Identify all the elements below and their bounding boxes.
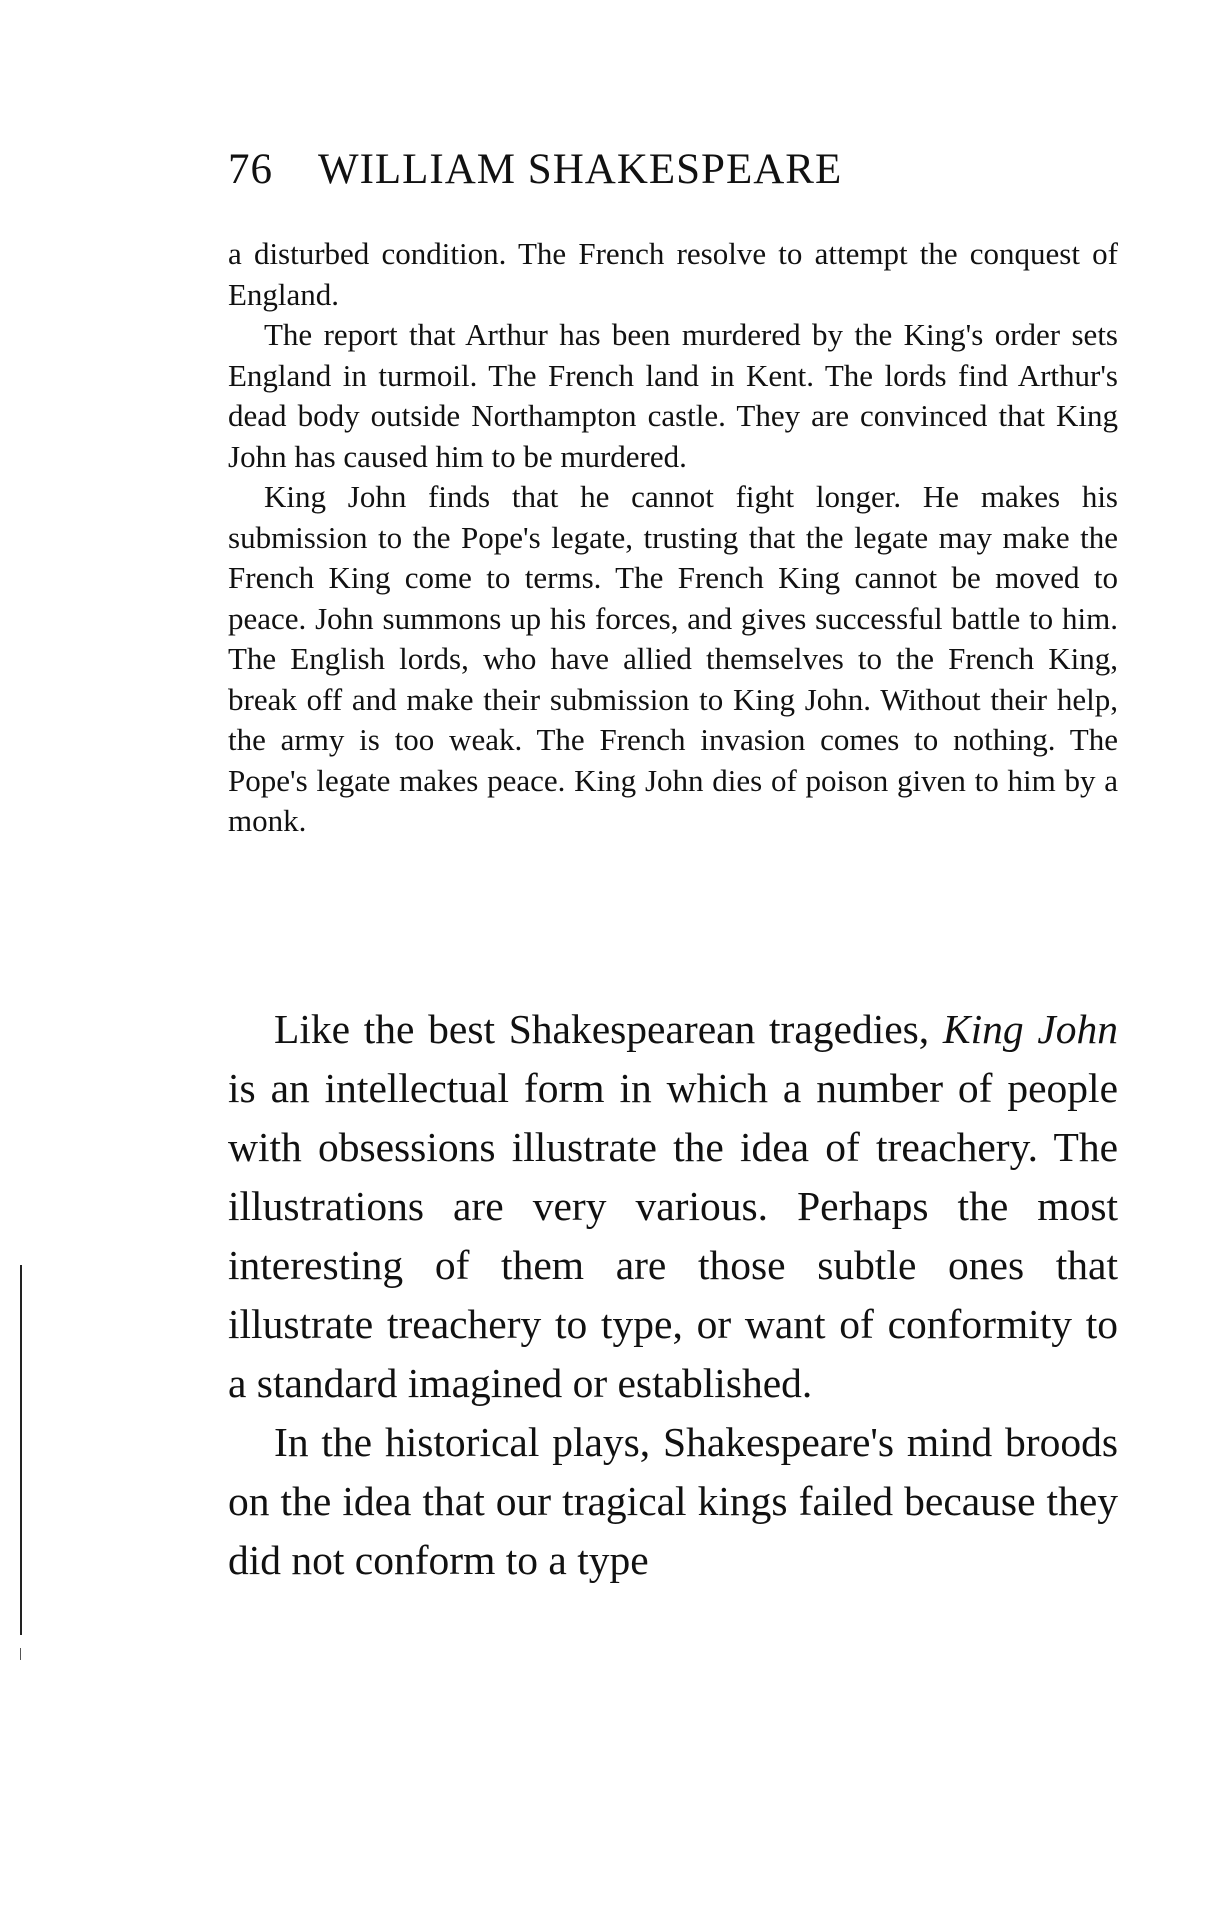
body-text-run: Like the best Shakespearean tragedies, — [274, 1006, 930, 1052]
margin-scan-line — [20, 1265, 22, 1635]
body-text-run: is an intellectual form in which a number of people with obsessions illustrate the idea of treachery. The illustrations are very various. Perhaps the most interesting of them are those subtle ones that illustrate treachery to type, or want of conformity to a standard imagined or established. — [228, 1065, 1118, 1406]
page-number: 76 — [228, 146, 273, 193]
body-text — [228, 1000, 1118, 1590]
body-paragraph: In the historical plays, Shakespeare's mind broods on the idea that our tragical kings failed because they did not conform to a type — [228, 1419, 1118, 1583]
synopsis-paragraph: a disturbed condition. The French resolve to attempt the conquest of England. — [228, 236, 1118, 312]
margin-scan-mark — [20, 1648, 21, 1660]
body-paragraph — [228, 1000, 1118, 1413]
running-title: WILLIAM SHAKESPEARE — [318, 146, 843, 193]
synopsis-paragraph: King John finds that he cannot fight longer. He makes his submission to the Pope's legate, trusting that the legate may make the French King come to terms. The French King cannot be moved to peace. John summons up his forces, and gives successful battle to him. The English lords, who have allied themselves to the French King, break off and make their submission to King John. Without their help, the army is too weak. The French invasion comes to nothing. The Pope's legate makes peace. King John dies of poison given to him by a monk. — [228, 479, 1118, 838]
page-header — [228, 140, 1128, 200]
synopsis-block — [228, 234, 1118, 842]
play-title: King John — [942, 1006, 1118, 1052]
synopsis-paragraph: The report that Arthur has been murdered by the King's order sets England in turmoil. The French land in Kent. The lords find Arthur's dead body outside Northampton castle. They are convinced that King John has caused him to be murdered. — [228, 317, 1118, 474]
